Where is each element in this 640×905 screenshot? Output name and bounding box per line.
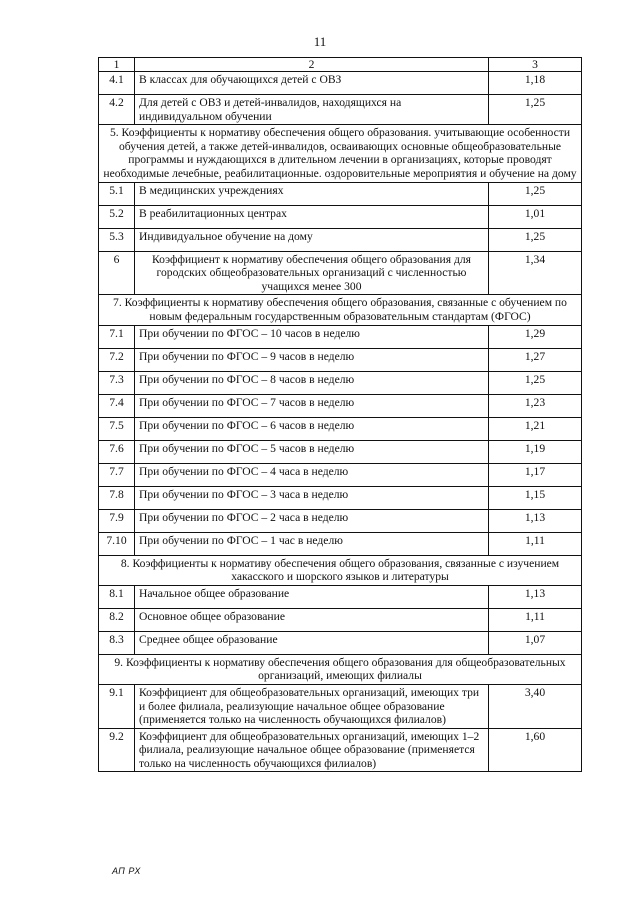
- row-number: 7.7: [99, 463, 135, 486]
- row-coefficient: 1,13: [489, 585, 582, 608]
- row-description: В медицинских учреждениях: [135, 182, 489, 205]
- section-header-row: [99, 295, 582, 325]
- table-row: [99, 72, 582, 95]
- row-description: Коэффициент к нормативу обеспечения общего образования для городских общеобразовательных организаций с численностью учащихся менее 300: [135, 251, 489, 295]
- table-row: [99, 486, 582, 509]
- row-coefficient: 1,60: [489, 728, 582, 772]
- row-number: 8.2: [99, 608, 135, 631]
- row-number: 9.1: [99, 684, 135, 728]
- row-description: При обучении по ФГОС – 6 часов в неделю: [135, 417, 489, 440]
- table-row: [99, 585, 582, 608]
- row-coefficient: 1,21: [489, 417, 582, 440]
- table-row: [99, 371, 582, 394]
- table-row: [99, 509, 582, 532]
- row-number: 5.1: [99, 182, 135, 205]
- row-number: 7.4: [99, 394, 135, 417]
- row-description: Коэффициент для общеобразовательных организаций, имеющих 1–2 филиала, реализующие начальное общее образование (применяется только на численность обучающихся филиалов): [135, 728, 489, 772]
- row-description: Начальное общее образование: [135, 585, 489, 608]
- table-row: [99, 440, 582, 463]
- row-description: При обучении по ФГОС – 7 часов в неделю: [135, 394, 489, 417]
- row-number: 7.8: [99, 486, 135, 509]
- row-coefficient: 1,27: [489, 348, 582, 371]
- column-header-2: 2: [135, 58, 489, 72]
- row-number: 8.1: [99, 585, 135, 608]
- row-coefficient: 1,11: [489, 532, 582, 555]
- row-coefficient: 1,07: [489, 631, 582, 654]
- column-header-1: 1: [99, 58, 135, 72]
- row-coefficient: 1,25: [489, 95, 582, 125]
- row-description: При обучении по ФГОС – 1 час в неделю: [135, 532, 489, 555]
- table-row: [99, 325, 582, 348]
- table-body: [99, 72, 582, 772]
- row-description: Основное общее образование: [135, 608, 489, 631]
- footer-mark: АП РХ: [112, 866, 141, 876]
- row-description: В классах для обучающихся детей с ОВЗ: [135, 72, 489, 95]
- table-row: [99, 348, 582, 371]
- row-coefficient: 1,23: [489, 394, 582, 417]
- table-row: [99, 728, 582, 772]
- row-number: 8.3: [99, 631, 135, 654]
- row-number: 7.1: [99, 325, 135, 348]
- row-coefficient: 1,11: [489, 608, 582, 631]
- section-header-row: [99, 555, 582, 585]
- row-number: 4.2: [99, 95, 135, 125]
- row-description: В реабилитационных центрах: [135, 205, 489, 228]
- table-row: [99, 95, 582, 125]
- row-coefficient: 1,34: [489, 251, 582, 295]
- page-number: 11: [313, 34, 327, 49]
- coefficients-table: [98, 57, 582, 772]
- row-number: 4.1: [99, 72, 135, 95]
- row-coefficient: 1,15: [489, 486, 582, 509]
- section-header-row: [99, 654, 582, 684]
- row-number: 6: [99, 251, 135, 295]
- table-row: [99, 182, 582, 205]
- section-title: 5. Коэффициенты к нормативу обеспечения общего образования. учитывающие особенности обучения детей, а также детей-инвалидов, осваивающих основные общеобразовательные программы и нуждающихся в длительном лечении в организациях, которые проводят необходимые лечебные, реабилитационные. оздоровительные мероприятия и обучение на дому: [99, 125, 582, 182]
- table-row: [99, 608, 582, 631]
- row-description: При обучении по ФГОС – 3 часа в неделю: [135, 486, 489, 509]
- row-description: Для детей с ОВЗ и детей-инвалидов, находящихся на индивидуальном обучении: [135, 95, 489, 125]
- row-coefficient: 1,25: [489, 228, 582, 251]
- row-description: Индивидуальное обучение на дому: [135, 228, 489, 251]
- row-coefficient: 1,01: [489, 205, 582, 228]
- table-row: [99, 251, 582, 295]
- row-number: 7.6: [99, 440, 135, 463]
- row-number: 7.5: [99, 417, 135, 440]
- row-description: При обучении по ФГОС – 8 часов в неделю: [135, 371, 489, 394]
- section-header-row: [99, 125, 582, 182]
- row-number: 7.3: [99, 371, 135, 394]
- row-description: При обучении по ФГОС – 2 часа в неделю: [135, 509, 489, 532]
- row-description: Коэффициент для общеобразовательных организаций, имеющих три и более филиала, реализующие начальное общее образование (применяется только на численность обучающихся филиалов): [135, 684, 489, 728]
- column-header-3: 3: [489, 58, 582, 72]
- row-description: При обучении по ФГОС – 5 часов в неделю: [135, 440, 489, 463]
- table-row: [99, 205, 582, 228]
- row-description: При обучении по ФГОС – 4 часа в неделю: [135, 463, 489, 486]
- row-number: 7.2: [99, 348, 135, 371]
- row-coefficient: 1,13: [489, 509, 582, 532]
- table-row: [99, 228, 582, 251]
- row-number: 7.10: [99, 532, 135, 555]
- row-coefficient: 1,29: [489, 325, 582, 348]
- row-coefficient: 1,25: [489, 182, 582, 205]
- row-description: При обучении по ФГОС – 9 часов в неделю: [135, 348, 489, 371]
- row-description: Среднее общее образование: [135, 631, 489, 654]
- row-coefficient: 1,25: [489, 371, 582, 394]
- row-description: При обучении по ФГОС – 10 часов в неделю: [135, 325, 489, 348]
- row-coefficient: 1,19: [489, 440, 582, 463]
- section-title: 9. Коэффициенты к нормативу обеспечения общего образования для общеобразовательных организаций, имеющих филиалы: [99, 654, 582, 684]
- row-number: 5.3: [99, 228, 135, 251]
- table-header-row: [99, 58, 582, 72]
- section-title: 8. Коэффициенты к нормативу обеспечения общего образования, связанные с изучением хакасского и шорского языков и литературы: [99, 555, 582, 585]
- row-number: 9.2: [99, 728, 135, 772]
- row-number: 5.2: [99, 205, 135, 228]
- row-coefficient: 1,18: [489, 72, 582, 95]
- table-row: [99, 532, 582, 555]
- table-row: [99, 394, 582, 417]
- row-coefficient: 3,40: [489, 684, 582, 728]
- table-row: [99, 463, 582, 486]
- table-row: [99, 417, 582, 440]
- table-row: [99, 631, 582, 654]
- row-number: 7.9: [99, 509, 135, 532]
- table-row: [99, 684, 582, 728]
- row-coefficient: 1,17: [489, 463, 582, 486]
- section-title: 7. Коэффициенты к нормативу обеспечения общего образования, связанные с обучением по новым федеральным государственным образовательным стандартам (ФГОС): [99, 295, 582, 325]
